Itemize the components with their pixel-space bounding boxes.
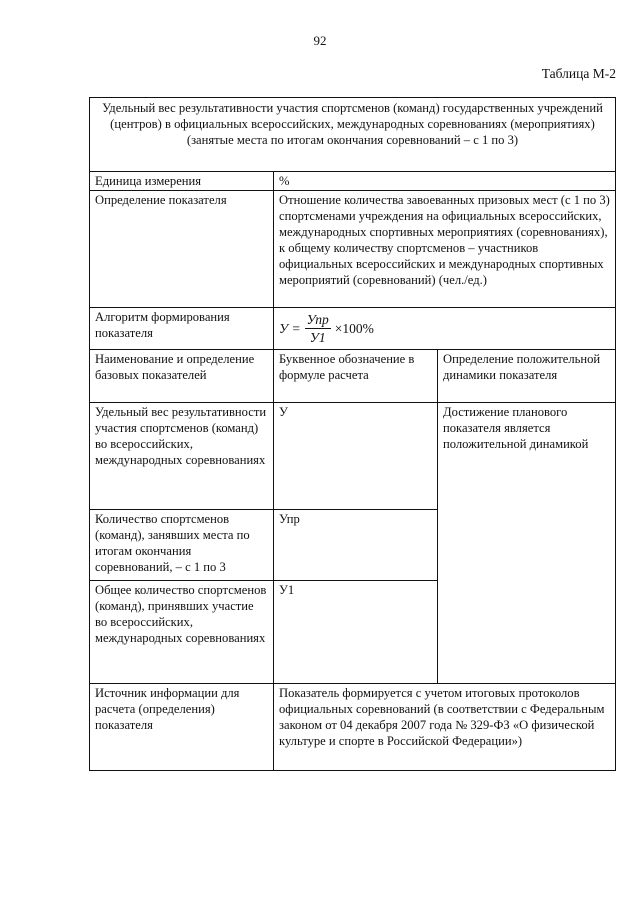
unit-label: Единица измерения (90, 172, 274, 191)
formula-rest: ×100% (334, 320, 374, 336)
page-number: 92 (313, 33, 327, 48)
definition-label: Определение показателя (90, 191, 274, 308)
source-value: Показатель формируется с учетом итоговых протоколов официальных соревнований (в соответствии с Федеральным законом от 04 декабря 2007 года № 329-ФЗ «О физической культуре и спорте в Российской Федерации») (274, 684, 616, 771)
formula (279, 309, 374, 348)
formula-cell (274, 308, 616, 350)
row-symbol: У (274, 403, 438, 510)
source-label: Источник информации для расчета (определения) показателя (90, 684, 274, 771)
formula-denominator: У1 (309, 330, 326, 345)
header-name: Наименование и определение базовых показателей (90, 350, 274, 403)
formula-numerator: Упр (306, 312, 329, 327)
header-symbol: Буквенное обозначение в формуле расчета (274, 350, 438, 403)
definition-value: Отношение количества завоеванных призовых мест (с 1 по 3) спортсменами учреждения на официальных всероссийских, международных спортивных мероприятиях (соревнованиях), к общему количеству спортсменов – участников официальных всероссийских и международных спортивных мероприятий (соревнований) (чел./ед.) (274, 191, 616, 308)
row-name: Удельный вес результативности участия спортсменов (команд) во всероссийских, международных соревнованиях (90, 403, 274, 510)
formula-fraction (305, 311, 331, 346)
row-name: Количество спортсменов (команд), занявших места по итогам окончания соревнований, – с 1 по 3 (90, 510, 274, 581)
header-dynamics: Определение положительной динамики показателя (438, 350, 616, 403)
algorithm-label: Алгоритм формирования показателя (90, 308, 274, 350)
unit-value: % (274, 172, 616, 191)
indicator-table (89, 97, 616, 771)
row-name: Общее количество спортсменов (команд), принявших участие во всероссийских, международных соревнованиях (90, 581, 274, 684)
table-row (90, 403, 616, 510)
table-label: Таблица М-2 (541, 66, 616, 81)
dynamics-text: Достижение планового показателя является положительной динамикой (438, 403, 616, 684)
formula-lhs: У = (279, 320, 301, 336)
row-symbol: У1 (274, 581, 438, 684)
table-title: Удельный вес результативности участия спортсменов (команд) государственных учреждений (центров) в официальных всероссийских, международных соревнованиях (мероприятиях) (занятые места по итогам окончания соревнований – с 1 по 3) (90, 98, 616, 172)
row-symbol: Упр (274, 510, 438, 581)
